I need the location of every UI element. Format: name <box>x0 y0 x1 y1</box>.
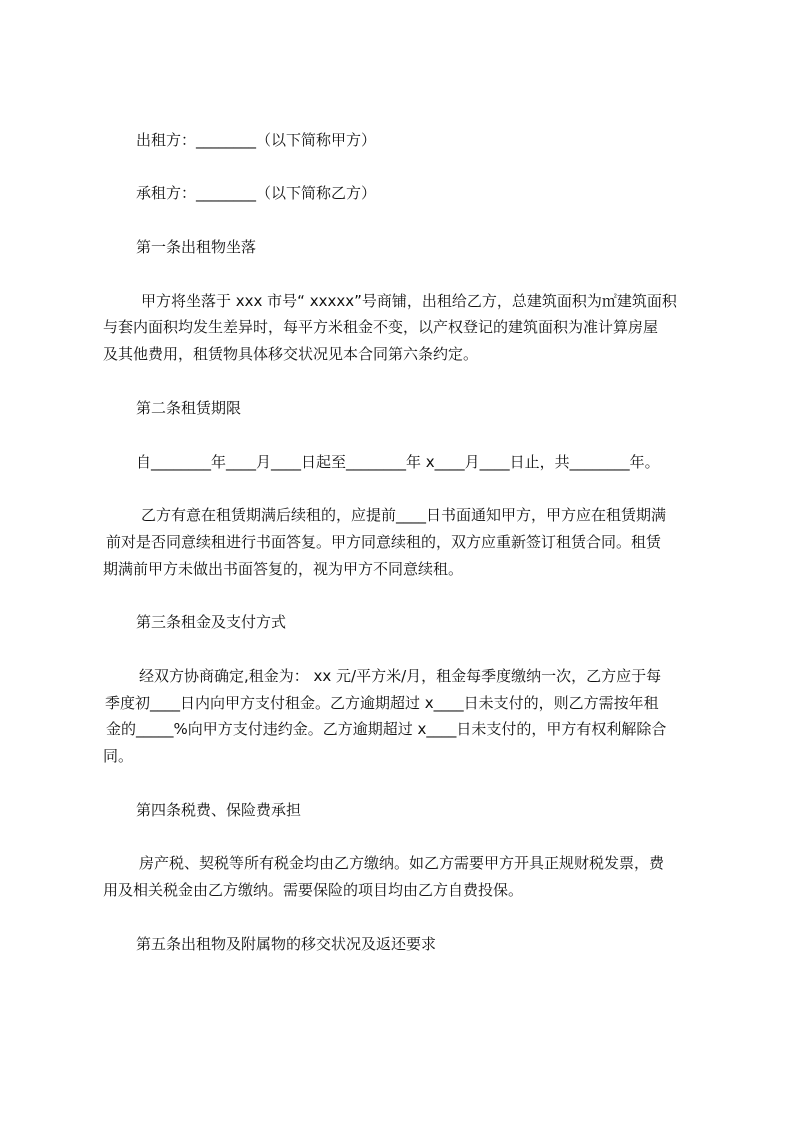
lessee-line: 承租方：________（以下简称乙方） <box>136 184 377 202</box>
lease-term-line: 自________年____月____日起至________年 x____月____日止，共________年。 <box>136 453 660 471</box>
article-3-heading: 第三条租金及支付方式 <box>136 613 287 631</box>
rent-paragraph-line-3: 金的_____%向甲方支付违约金。乙方逾期超过 x____日未支付的，甲方有权利解除合 <box>106 720 667 738</box>
lessor-line: 出租方：________（以下简称甲方） <box>136 131 377 149</box>
renewal-paragraph-line-2: 前对是否同意续租进行书面答复。甲方同意续租的，双方应重新签订租赁合同。租赁 <box>106 533 662 551</box>
rent-paragraph-line-2: 季度初____日内向甲方支付租金。乙方逾期超过 x____日未支付的，则乙方需按年租 <box>105 694 659 712</box>
tax-paragraph-line-1: 房产税、契税等所有税金均由乙方缴纳。如乙方需要甲方开具正规财税发票，费 <box>139 854 665 872</box>
article-1-heading: 第一条出租物坐落 <box>136 238 257 256</box>
tax-paragraph-line-2: 用及相关税金由乙方缴纳。需要保险的项目均由乙方自费投保。 <box>103 881 524 899</box>
rent-paragraph-line-4: 同。 <box>103 747 134 765</box>
article-5-heading: 第五条出租物及附属物的移交状况及返还要求 <box>136 935 437 953</box>
article-2-heading: 第二条租赁期限 <box>136 399 242 417</box>
renewal-paragraph-line-1: 乙方有意在租赁期满后续租的，应提前____日书面通知甲方，甲方应在租赁期满 <box>141 506 667 524</box>
article-1-paragraph-line-1: 甲方将坐落于 xxx 市号“ xxxxx”号商铺，出租给乙方，总建筑面积为㎡建筑面积 <box>141 292 677 310</box>
rent-paragraph-line-1: 经双方协商确定,租金为： xx 元/平方米/月，租金每季度缴纳一次，乙方应于每 <box>139 667 662 685</box>
article-4-heading: 第四条税费、保险费承担 <box>136 801 302 819</box>
renewal-paragraph-line-3: 期满前甲方未做出书面答复的，视为甲方不同意续租。 <box>103 560 464 578</box>
article-1-paragraph-line-3: 及其他费用，租赁物具体移交状况见本合同第六条约定。 <box>103 345 479 363</box>
article-1-paragraph-line-2: 与套内面积均发生差异时，每平方米租金不变，以产权登记的建筑面积为准计算房屋 <box>103 318 659 336</box>
